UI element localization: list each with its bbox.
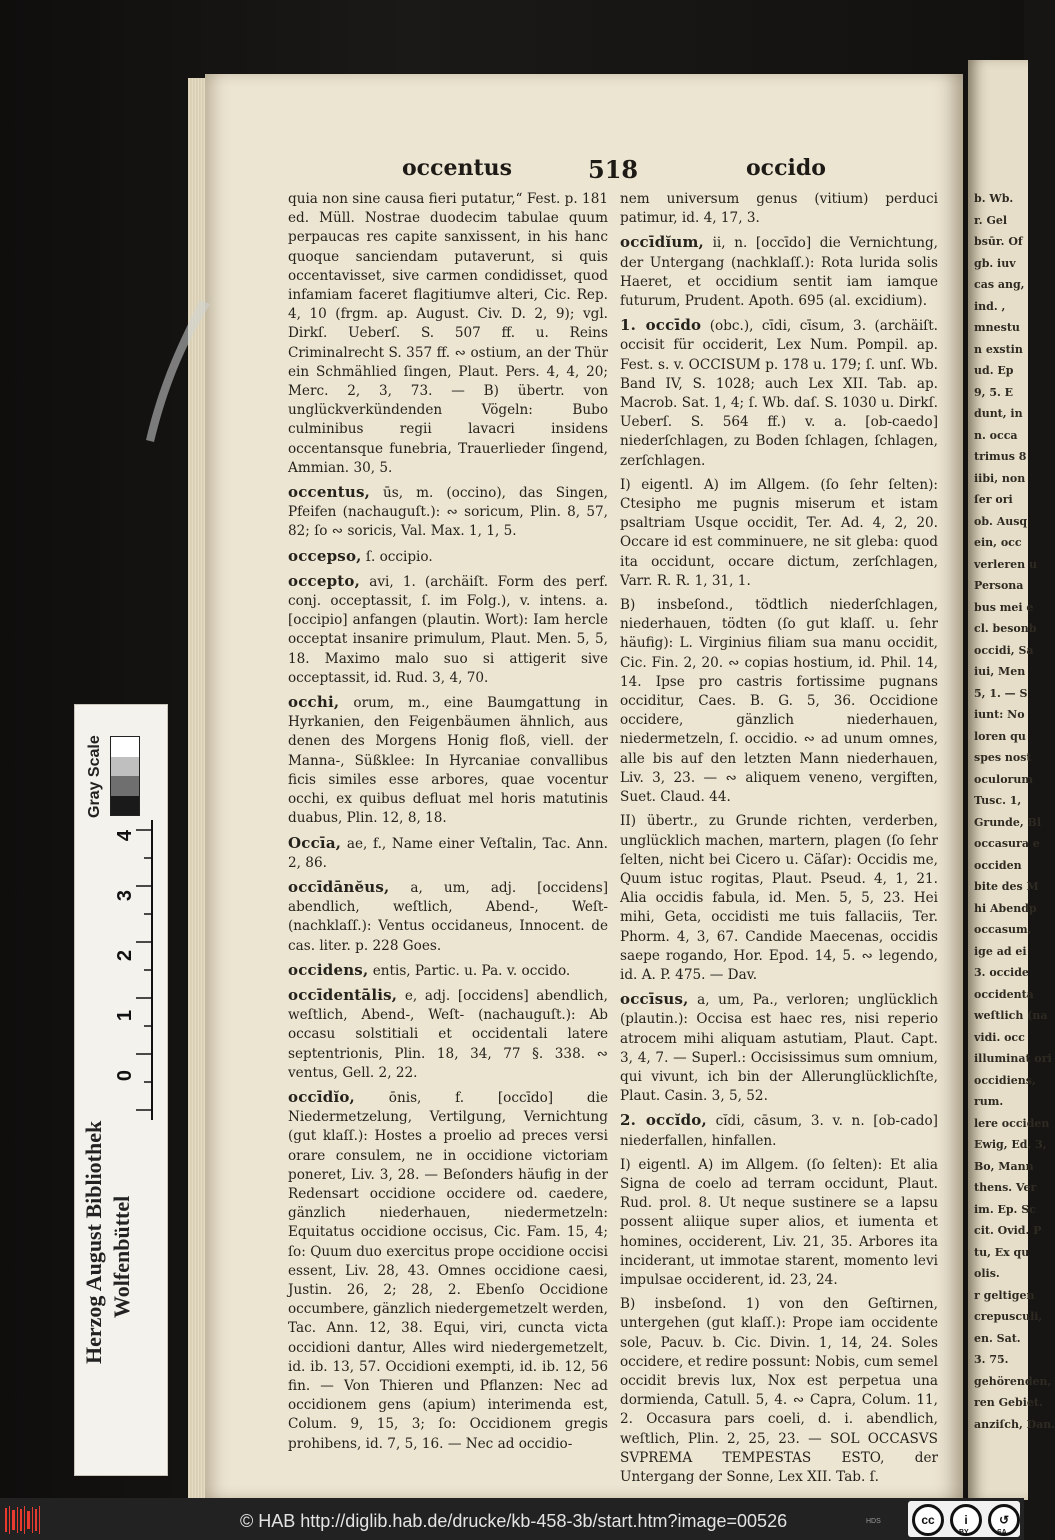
next-page-fragment: ren Gebiet.	[974, 1396, 1043, 1409]
next-page-fragment: Bo, Mann	[974, 1159, 1034, 1173]
next-page-fragment: r. Gel	[974, 213, 1008, 227]
next-page-fragment: vidi. occ	[974, 1030, 1025, 1044]
entry-text: II) übertr., zu Grunde richten, verderben, unglücklich machen, martern, plagen (ſo ſehr ſelten, nicht bei Cicero u. Cäſar): Occidis me, Quum istuc rogitas, Plaut. Pseud. 4, 1, 21. Alia occidis fabula, id. Men. 5, 5, 23. Hei mihi, Geta, occidisti me tuis fallaciis, Ter. Phorm. 4, 3, 67. Candide Maecenas, occidis saepe rogando, Hor. Epod. 14, 5. ∾ legendo, id. A. P. 475. — Dav.	[620, 813, 938, 983]
next-page-fragment: occasura e	[974, 837, 1040, 850]
next-page-fragment: 9, 5. E	[974, 385, 1014, 399]
entry-paragraph	[288, 190, 608, 478]
running-head-right: occido	[746, 155, 826, 181]
ruler-number: 2	[114, 949, 137, 962]
next-page-fragment: mnestu	[974, 321, 1020, 334]
dictionary-entry	[288, 547, 608, 567]
entry-text: ōnis, f. [occīdo] die Niedermetzelung, Vertilgung, Vernichtung (gut klaſſ.): Hostes a proelio ad preces versi orare consulem, ne in occidione victoriam poneret, Liv. 3, 28. — Beſonders häufig in der Redensart occidione occidere od. caedere, gänzlich niederhauen, niedermetzeln: Equitatus occidione occisus, Cic. Fam. 15, 4; ſo: Quum duo exercitus prope occidione occisi essent, Liv. 28, 43. Omnes occidione caesi, Justin. 26, 2; 28, 2. Ebenſo Occidione occumbere, gänzlich niedergemetzelt werden, Tac. Ann. 12, 38. Equi, viri, cuncta victa occidioni dantur, Alles wird niedergemetzelt, id. ib. 13, 57. Occidioni exempti, id. ib. 12, 56 fin. — Von Thieren und Pflanzen: Nec ad occidionem gens (apium) interimenda est, Colum. 9, 15, 3; ſo: Occidionem gregis prohibens, id. 7, 5, 16. — Nec ad occidio-	[288, 1089, 608, 1452]
entry-headword: occīdānĕus,	[288, 877, 390, 896]
dictionary-entry	[620, 990, 938, 1106]
entry-headword: Occīa,	[288, 833, 342, 852]
dictionary-entry	[288, 834, 608, 873]
footer-small-text: HDS	[866, 1518, 881, 1525]
dictionary-entry	[288, 961, 608, 981]
entry-text: a, um, Pa., verloren; unglücklich (plautin.): Occisa est haec res, nisi reperio atrocem mihi aliquam astutiam, Plaut. Capt. 3, 4, 7. — Superl.: Occisissimus sum omnium, qui vivunt, ich bin der Allerunglücklichſte, Plaut. Casin. 3, 5, 52.	[620, 992, 938, 1105]
entry-headword: occidens,	[288, 960, 369, 979]
entry-paragraph	[620, 812, 938, 985]
by-label: BY	[959, 1529, 969, 1536]
next-page-fragment: lere occiden	[974, 1116, 1050, 1130]
entry-paragraph	[620, 1295, 938, 1487]
next-page-fragment: Ewig, Ed. 3,	[974, 1138, 1047, 1151]
dictionary-entry	[288, 572, 608, 688]
ruler-number: 1	[114, 1009, 137, 1022]
ruler-number: 4	[114, 829, 137, 842]
dictionary-entry	[288, 483, 608, 542]
gray-scale-label: Gray Scale	[86, 735, 103, 818]
next-page-fragment: spes nost	[974, 751, 1032, 764]
left-column	[288, 190, 608, 1459]
entry-headword: 2. occĭdo,	[620, 1111, 707, 1130]
next-page-fragment: n exstin	[974, 342, 1023, 356]
next-page-fragment: occidiens,	[974, 1073, 1036, 1087]
next-page-fragment: ud. Ep	[974, 364, 1014, 377]
next-page-fragment: bsūr. Of	[974, 235, 1023, 248]
ruler-number: 0	[114, 1069, 137, 1082]
entry-paragraph	[620, 190, 938, 228]
library-name	[80, 1121, 136, 1364]
dictionary-entry	[288, 693, 608, 828]
dictionary-entry	[620, 316, 938, 471]
next-page-fragment: hi Abendp	[974, 901, 1037, 915]
next-page-fragment: Persona	[974, 579, 1024, 592]
cc-icon: cc	[912, 1504, 944, 1536]
entry-text: I) eigentl. A) im Allgem. (ſo ſehr ſelten): Ctesipho me pugnis miserum et istam psaltriam Usque occidit, Ter. Ad. 4, 2, 20. Occare id est comminuere, ne sit gleba: quod ita occidunt, occare dictum, zerſchlagen, Varr. R. R. 1, 31, 1.	[620, 476, 938, 589]
next-page-fragment: anziſch, Dan.	[974, 1417, 1055, 1431]
entry-text: ūs, m. (occino), das Singen, Pfeifen (nachauguſt.): ∾ soricum, Plin. 8, 57, 82; ſo ∾ soricis, Val. Max. 1, 1, 5.	[288, 485, 608, 540]
next-page-fragment: im. Ep. Sc	[974, 1202, 1036, 1216]
next-page-fragment: iibi, non	[974, 471, 1026, 485]
entry-headword: occīdĭum,	[620, 233, 704, 252]
ruler-number: 3	[114, 889, 137, 902]
entry-headword: occhi,	[288, 693, 340, 712]
cc-license-badge[interactable]	[908, 1501, 1020, 1537]
entry-text: a, um, adj. [occidens] abendlich, weſtlich, Abend-, Weſt- (nachklaſſ.): Ventus occidaneus, Innocent. de cas. liter. p. 228 Goes.	[288, 879, 609, 954]
next-page-fragment: gb. iuv	[974, 256, 1016, 270]
dictionary-entry	[288, 986, 608, 1083]
next-page-fragment: weſtlich (na	[974, 1009, 1048, 1022]
next-page-fragment: oculorum	[974, 772, 1033, 786]
next-page-fragment: occidi, Sa	[974, 643, 1034, 657]
page-number: 518	[588, 155, 639, 184]
next-page-fragment: Tusc. 1,	[974, 794, 1022, 807]
next-page-fragment: ein, occ	[974, 536, 1022, 549]
next-page-fragment: gehörenden,	[974, 1374, 1052, 1388]
entry-text: ſ. occipio.	[365, 548, 433, 565]
next-page-fragment: occasum,	[974, 923, 1032, 936]
next-page-fragment: verleren u	[974, 557, 1037, 571]
entry-text: e, adj. [occidens] abendlich, weſtlich, Abend-, Weſt- (nachauguſt.): Ab occasu solstitiali et occidentali latere septentrionis, Plin. 18, 34, 77 §. 338. ∾ ventus, Gell. 2, 22.	[288, 987, 608, 1081]
sa-icon: ↺	[988, 1504, 1020, 1536]
next-page-fragment: Grunde, Bl	[974, 815, 1042, 829]
entry-text: quia non sine causa fieri putatur,“ Fest. p. 181 ed. Müll. Nostrae duodecim tabulae quum perpaucas res capite sanxissent, in his hanc quoque sanciendam putaverunt, si quis occentavisset, sive carmen condidisset, quod infamiam faceret flagitiumve alteri, Cic. Rep. 4, 10 (frgm. ap. August. Civ. D. 2, 9); vgl. Dirkſ. Ueberſ. S. 507 ff. u. Reins Criminalrecht S. 357 ff. ∾ ostium, an der Thür ein Schmählied ſingen, Plaut. Pers. 4, 4, 20; Merc. 2, 3, 73. — B) übertr. von unglückverkündenden Vögeln: Bubo culminibus regii lavacri insidens occentansque funebria, Trauerlieder ſingend, Ammian. 30, 5.	[288, 191, 608, 476]
entry-text: B) insbeſond., tödtlich niederſchlagen, niederhauen, tödten (ſo gut klaſſ. u. ſehr häufig): L. Virginius filiam sua manu occidit, Cic. Fin. 2, 20. ∾ copias hostium, id. Phil. 14, 14. Ipse pro castris fortissime pugnans occiditur, Caes. B. G. 5, 36. Occidione occidere, gänzlich niederhauen, niedermetzeln, ſ. occidio. ∾ ad unum omnes, alle bis auf den letzten Mann niederhauen, Liv. 3, 23. — ∾ aliquem veneno, vergiften, Suet. Claud. 44.	[620, 597, 938, 806]
right-column	[620, 190, 938, 1492]
next-page-fragment: loren qu	[974, 729, 1026, 743]
entry-paragraph	[620, 596, 938, 807]
next-page-fragment: n. occa	[974, 428, 1018, 442]
entry-text: ii, n. [occīdo] die Vernichtung, der Untergang (nachklaſſ.): Rota lurida solis Haeret, et occidium sentit iam iamque futurum, Prudent. Apoth. 695 (al. excidium).	[620, 235, 938, 310]
entry-text: orum, m., eine Baumgattung in Hyrkanien, den Feigenbäumen ähnlich, aus denen des Morgens Honig floß, viell. der Manna-, Süßklee: In Hyrcaniae convallibus ficis similes esse arbores, quae vocentur occhi, ex quibus defluat mel horis matutinis duabus, Plin. 12, 8, 18.	[288, 695, 608, 827]
next-page-fragment: cl. besonb	[974, 622, 1037, 635]
entry-headword: occīdĭo,	[288, 1087, 355, 1106]
entry-paragraph	[620, 476, 938, 591]
entry-text: nem universum genus (vitium) perduci patimur, id. 4, 17, 3.	[620, 191, 938, 227]
next-page-fragment: bus mei e	[974, 600, 1034, 614]
by-icon: i	[950, 1504, 982, 1536]
next-page-fragment: en. Sat.	[974, 1331, 1021, 1345]
dictionary-entry	[620, 233, 938, 311]
next-page-fragment: 3. 75.	[974, 1353, 1009, 1366]
entry-headword: occepto,	[288, 571, 361, 590]
entry-text: I) eigentl. A) im Allgem. (ſo ſelten): Et alia Signa de coelo ad terram occidunt, Plaut. Rud. prol. 8. Ut neque sustinere se a lapsu possent aliique super alios, et iumenta et homines, occiderent, Liv. 21, 35. Arbores ita inciderant, ut immotae starent, momento levi impulsae occiderent, id. 23, 24.	[620, 1156, 938, 1288]
next-page-fragment: 3. occide	[974, 966, 1029, 979]
next-page-fragment: occidenta	[974, 987, 1034, 1001]
barcode-icon	[4, 1504, 44, 1536]
next-page-fragment: ſer ori	[974, 493, 1013, 506]
dictionary-entry	[288, 878, 608, 956]
gray-swatches	[110, 736, 140, 816]
next-page-fragment: b. Wb.	[974, 192, 1014, 205]
entry-paragraph	[620, 1156, 938, 1290]
dictionary-entry	[620, 1111, 938, 1150]
entry-text: avi, 1. (archäiſt. Form des perf. conj. occeptassit, ſ. im Folg.), v. intens. a. [occipio] anfangen (plautin. Wort): Iam hercle occeptat insanire primulum, Plaut. Men. 5, 5, 18. Maximo malo suo si attigerit sive occeptassit, id. Rud. 3, 4, 70.	[288, 573, 608, 686]
next-page-fragment: dunt, in	[974, 407, 1023, 420]
next-page-fragment: cas ang,	[974, 278, 1025, 291]
next-page-fragment: crepusculi,	[974, 1310, 1043, 1323]
next-page-fragment: 5, 1. — S	[974, 686, 1028, 700]
library-line1: Herzog August Bibliothek	[81, 1120, 106, 1364]
entry-headword: occīsus,	[620, 990, 689, 1009]
entry-headword: occentus,	[288, 483, 371, 502]
next-page-fragment: iunt: No	[974, 708, 1025, 721]
entry-text: (obc.), cīdi, cīsum, 3. (archäiſt. occisit für occiderit, Lex Num. Pompil. ap. Fest. s. v. OCCISUM p. 178 u. 179; ſ. unſ. Wb. Band IV, S. 1028; auch Lex XII. Tab. ap. Macrob. Sat. 1, 4; ſ. Wb. daſ. S. 1030 u. Dirkſ. Ueberſ. S. 564 ff.) v. a. [ob-caedo] niederſchlagen, zu Boden ſchlagen, ſchlagen, zerſchlagen.	[620, 318, 939, 469]
next-page-fragment: rum.	[974, 1095, 1004, 1108]
next-page-edge	[968, 60, 1055, 1500]
sa-label: SA	[997, 1529, 1007, 1536]
running-head-left: occentus	[402, 155, 512, 181]
next-page-fragment: thens. Ver	[974, 1181, 1037, 1194]
entry-text: entis, Partic. u. Pa. v. occido.	[372, 962, 571, 979]
next-page-fragment: bite des M	[974, 880, 1039, 893]
next-page-fragment: tu, Ex qu	[974, 1245, 1030, 1259]
next-page-fragment: ind. ,	[974, 299, 1006, 313]
next-page-fragment: iui, Men	[974, 665, 1026, 678]
next-page-fragment: r geltigen	[974, 1288, 1035, 1302]
next-page-fragment: occiden	[974, 858, 1022, 872]
entry-headword: occīdentālis,	[288, 985, 398, 1004]
next-page-fragment: olis.	[974, 1267, 1000, 1280]
entry-text: cĭdi, cāsum, 3. v. n. [ob-cado] niederfallen, hinfallen.	[620, 1113, 938, 1149]
bookmark-ribbon-icon	[140, 300, 220, 450]
dictionary-entry	[288, 1088, 608, 1454]
library-line2: Wolfenbüttel	[109, 1195, 134, 1318]
entry-headword: occepso,	[288, 546, 362, 565]
entry-headword: 1. occīdo	[620, 316, 702, 335]
footer-url[interactable]: © HAB http://diglib.hab.de/drucke/kb-458-3b/start.htm?image=00526	[240, 1511, 788, 1531]
entry-text: B) insbeſond. 1) von den Geſtirnen, untergehen (gut klaſſ.): Prope iam occidente sole, Pacuv. b. Cic. Divin. 1, 14, 24. Soles occidere, et redire possunt: Nobis, cum semel occidit brevis lux, Nox est perpetua una dormienda, Catull. 5, 4. ∾ Capra, Colum. 11, 2. Occasura pars coeli, d. i. abendlich, weſtlich, Plin. 2, 25, 23. — SOL OCCASVS SVPREMA TEMPESTAS ESTO, der Untergang der Sonne, Lex XII. Tab. ſ.	[620, 1296, 938, 1485]
page-edge-stack	[188, 78, 206, 1498]
next-page-fragment: illuminat ori	[974, 1052, 1052, 1065]
next-page-fragment: ige ad ei	[974, 944, 1027, 958]
next-page-fragment: trimus 8	[974, 450, 1027, 463]
next-page-fragment: cit. Ovid. P	[974, 1224, 1042, 1237]
entry-text: ae, f., Name einer Veſtalin, Tac. Ann. 2, 86.	[288, 835, 609, 871]
next-page-fragment: ob. Ausq	[974, 514, 1028, 528]
